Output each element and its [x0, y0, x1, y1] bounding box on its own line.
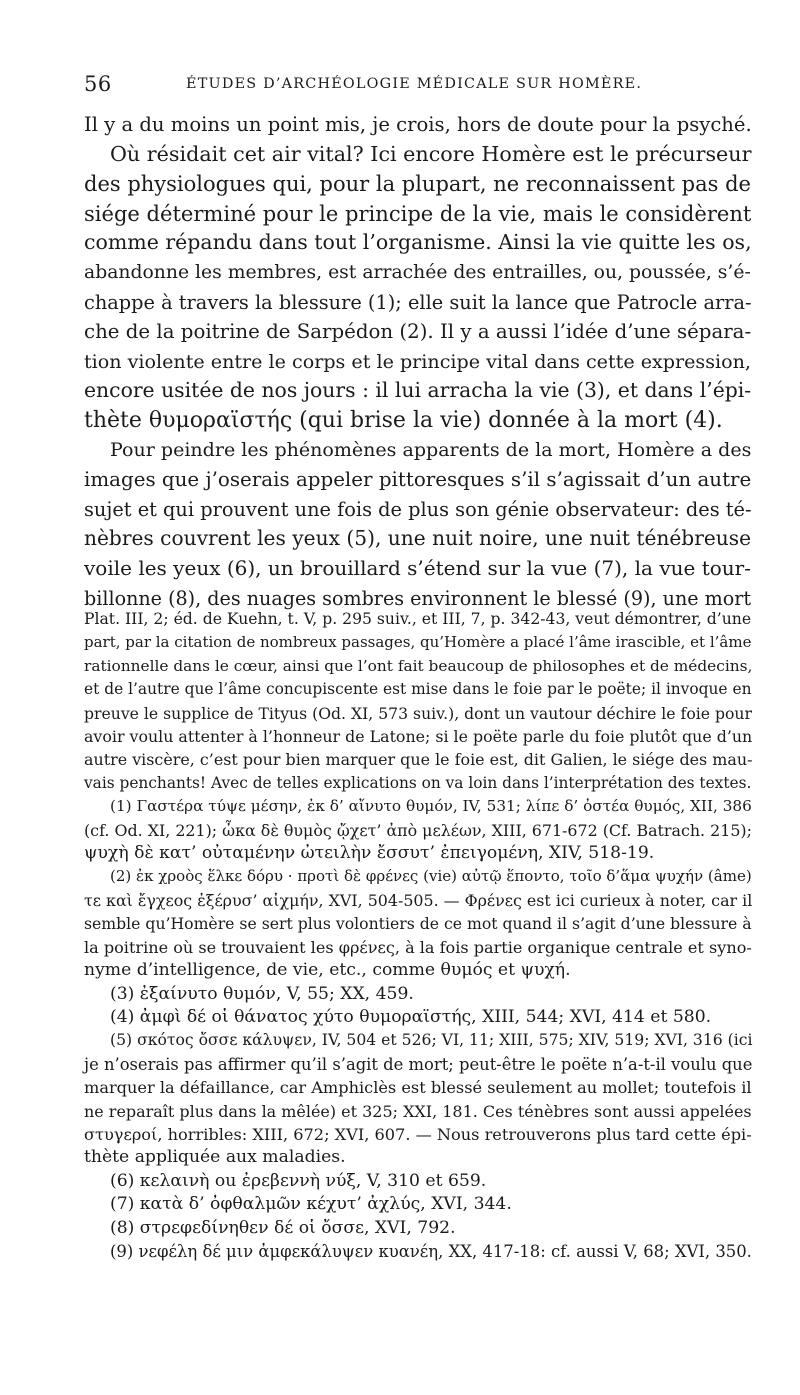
body-line: comme répandu dans tout l’organisme. Ainsi la vie quitte les os,: [84, 230, 752, 255]
body-line: Il y a du moins un point mis, je crois, hors de doute pour la psyché.: [84, 113, 752, 136]
footnote-line: (8) στρεφεδίνηθεν δέ οἱ ὄσσε, XVI, 792.: [110, 1217, 456, 1238]
body-line: des physiologues qui, pour la plupart, ne reconnaissent pas de: [84, 171, 751, 197]
footnote-line: τε καὶ ἔγχεος ἐξέρυσ’ αἰχμήν, XVI, 504-505. — Φρένες est ici curieux à noter, car il: [84, 890, 753, 910]
footnotes: [84, 608, 755, 1263]
body-line: abandonne les membres, est arrachée des entrailles, ou, poussée, s’é-: [84, 261, 751, 283]
footnote-line: part, par la citation de nombreux passages, qu’Homère a placé l’âme irascible, et l’âme: [84, 633, 752, 652]
footnote-line: et de l’autre que l’âme concupiscente est mise dans le foie par le poëte; il invoque en: [84, 680, 752, 699]
footnote-line: στυγεροί, horribles: XIII, 672; XVI, 607. — Nous retrouverons plus tard cette épi-: [84, 1124, 752, 1144]
footnote-line: thète appliquée aux maladies.: [84, 1147, 346, 1168]
main-text: [84, 110, 755, 613]
body-line: nèbres couvrent les yeux (5), une nuit noire, une nuit ténébreuse: [84, 526, 752, 551]
footnote-line: preuve le supplice de Tityus (Od. XI, 573 suiv.), dont un vautour déchire le foie pour: [84, 703, 752, 723]
body-line: tion violente entre le corps et le principe vital dans cette expression,: [84, 349, 751, 373]
footnote-line: (6) κελαινὴ ou ἐρεβεννὴ νύξ, V, 310 et 659.: [110, 1170, 487, 1191]
footnote-line: marquer la défaillance, car Amphiclès est blessé seulement au mollet; toutefois il: [84, 1078, 752, 1098]
body-line: chappe à travers la blessure (1); elle suit la lance que Patrocle arra-: [84, 290, 752, 314]
footnote-line: ne reparaît plus dans la mêlée) et 325; XXI, 181. Ces ténèbres sont aussi appelées: [84, 1101, 752, 1121]
body-line: Pour peindre les phénomènes apparents de la mort, Homère a des: [110, 438, 752, 461]
footnote-line: ψυχὴ δὲ κατ’ οὐταμένην ὠτειλὴν ἔσσυτ’ ἐπειγομένη, XIV, 518-19.: [84, 843, 655, 864]
body-line: siége déterminé pour le principe de la vie, mais le considèrent: [84, 200, 752, 226]
footnote-line: (1) Γαστέρα τύψε μέσην, ἐκ δ’ αἴνυτο θυμόν, IV, 531; λίπε δ’ ὀστέα θυμός, XII, 386: [110, 797, 752, 816]
body-line: che de la poitrine de Sarpédon (2). Il y a aussi l’idée d’une sépara-: [84, 320, 752, 344]
footnote-line: (7) κατὰ δ’ ὀφθαλμῶν κέχυτ’ ἀχλύς, XVI, 344.: [110, 1194, 512, 1215]
body-line: sujet et qui prouvent une fois de plus son génie observateur: des té-: [84, 497, 752, 521]
footnote-line: autre viscère, c’est pour bien marquer que le foie est, dit Galien, le siége des mau-: [84, 750, 753, 770]
page-header: [84, 72, 764, 98]
footnote-line: Plat. III, 2; éd. de Kuehn, t. V, p. 295 suiv., et III, 7, p. 342-43, veut démontrer, d’une: [84, 610, 752, 628]
body-line: encore usitée de nos jours : il lui arracha la vie (3), et dans l’épi-: [84, 378, 752, 403]
body-line: voile les yeux (6), un brouillard s’étend sur la vue (7), la vue tour-: [84, 555, 751, 580]
footnote-line: (3) ἐξαίνυτο θυμόν, V, 55; XX, 459.: [110, 983, 414, 1004]
footnote-line: nyme d’intelligence, de vie, etc., comme θυμός et ψυχή.: [84, 960, 571, 981]
footnote-line: (2) ἐκ χροὸς ἕλκε δόρυ · προτὶ δὲ φρένες (vie) αὐτῷ ἕποντο, τοῖο δ’ἅμα ψυχήν (âme): [110, 867, 752, 886]
footnote-line: je n’oserais pas affirmer qu’il s’agit de mort; peut-être le poëte n’a-t-il voulu que: [84, 1054, 753, 1074]
page-number: 56: [84, 72, 112, 96]
footnote-line: la poitrine où se trouvaient les φρένες, à la fois partie organique centrale et syno-: [84, 937, 752, 957]
footnote-line: vais penchants! Avec de telles explications on va loin dans l’interprétation des textes.: [84, 773, 752, 792]
footnote-line: rationnelle dans le cœur, ainsi que l’ont fait beaucoup de philosophes et de médecins,: [84, 656, 753, 675]
body-line: thète θυμοραϊστής (qui brise la vie) donnée à la mort (4).: [84, 407, 723, 433]
footnote-line: (cf. Od. XI, 221); ὦκα δὲ θυμὸς ᾤχετ’ ἀπὸ μελέων, XIII, 671-672 (Cf. Batrach. 215);: [84, 820, 752, 840]
footnote-line: (9) νεφέλη δέ μιν ἀμφεκάλυψεν κυανέη, XX, 417-18: cf. aussi V, 68; XVI, 350.: [110, 1241, 752, 1261]
body-line: billonne (8), des nuages sombres environnent le blessé (9), une mort: [84, 586, 752, 610]
body-line: Où résidait cet air vital? Ici encore Homère est le précurseur: [110, 141, 752, 166]
footnote-line: (5) σκότος ὄσσε κάλυψεν, IV, 504 et 526; VI, 11; XIII, 575; XIV, 519; XVI, 316 (ici: [110, 1031, 753, 1050]
body-line: images que j’oserais appeler pittoresques s’il s’agissait d’un autre: [84, 468, 752, 492]
running-title: ÉTUDES D’ARCHÉOLOGIE MÉDICALE SUR HOMÈRE.: [186, 76, 643, 92]
footnote-line: semble qu’Homère se sert plus volontiers de ce mot quand il s’agit d’une blessure à: [84, 914, 752, 934]
footnote-line: avoir voulu attenter à l’honneur de Latone; si le poëte parle du foie plutôt que d’un: [84, 727, 753, 747]
footnote-line: (4) ἀμφὶ δέ οἱ θάνατος χύτο θυμοραϊστής, XIII, 544; XVI, 414 et 580.: [110, 1006, 712, 1027]
